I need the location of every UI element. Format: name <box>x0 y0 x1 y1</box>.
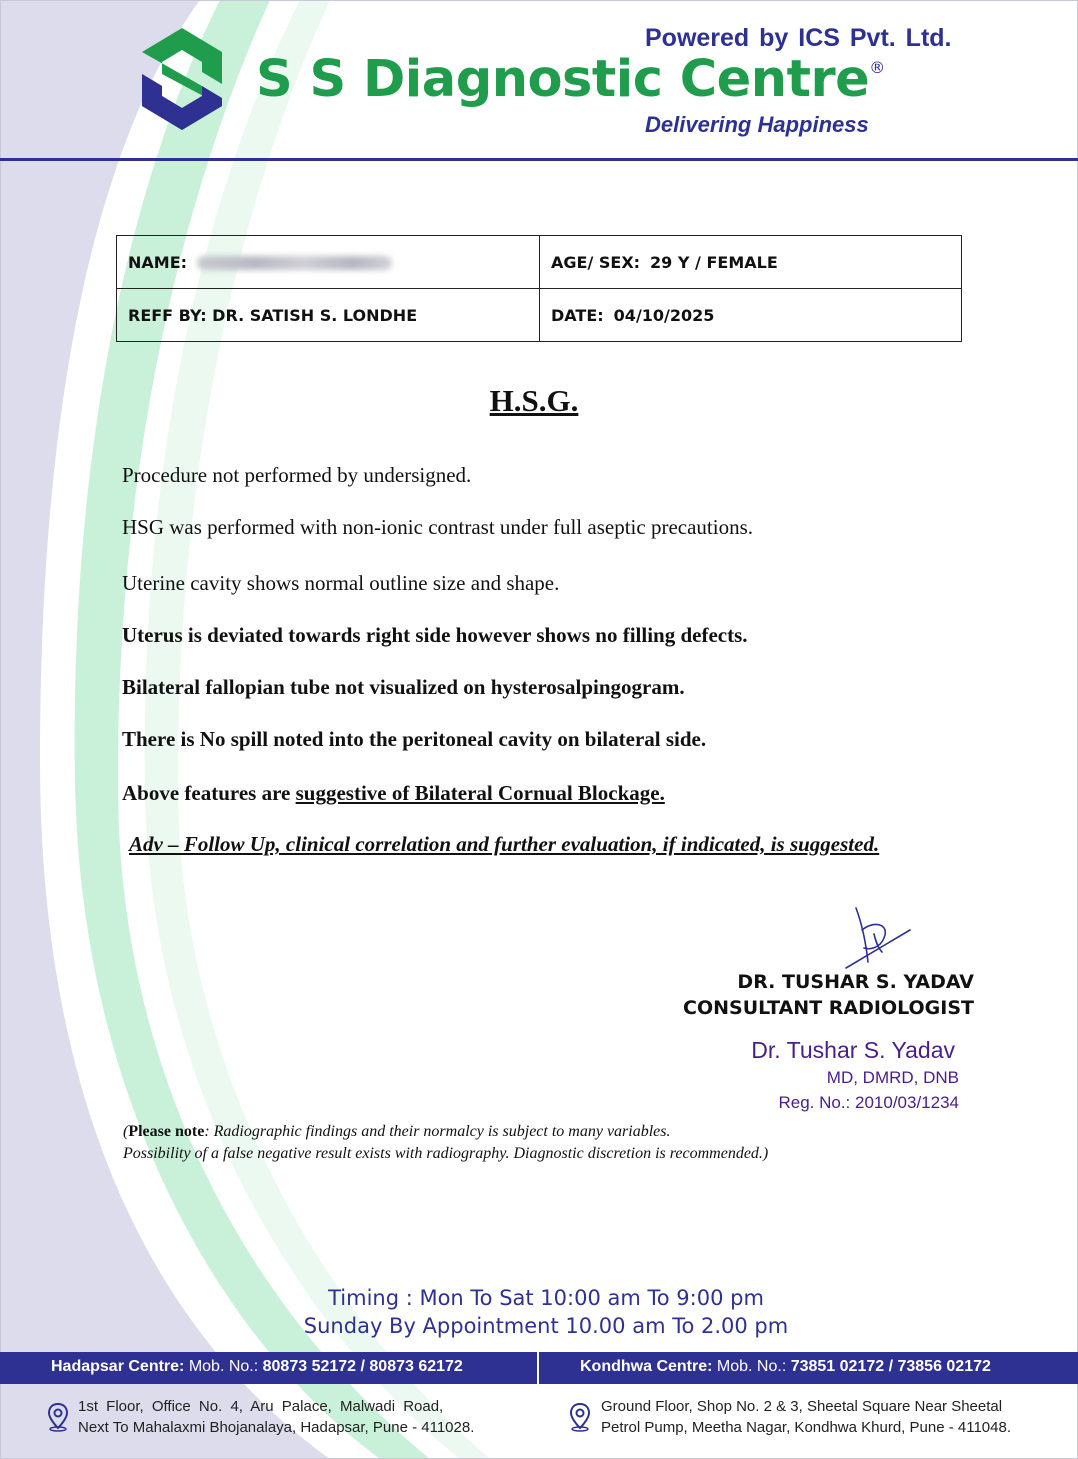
header-divider <box>0 158 1078 161</box>
stamp-registration: Reg. No.: 2010/03/1234 <box>778 1093 959 1112</box>
report-line: Uterus is deviated towards right side however shows no filling defects. <box>122 623 748 647</box>
advice-line: Adv – Follow Up, clinical correlation and further evaluation, if indicated, is suggested. <box>129 832 880 856</box>
ref-value: DR. SATISH S. LONDHE <box>212 305 418 325</box>
location-pin-icon <box>47 1402 69 1432</box>
hadapsar-contact <box>51 1358 463 1376</box>
centre-name <box>256 50 885 109</box>
table-row <box>117 236 962 289</box>
hadapsar-label: Hadapsar Centre: <box>51 1358 185 1375</box>
impression-prefix: Above features are <box>122 781 296 805</box>
name-label: NAME: <box>128 252 188 272</box>
stamp-doctor-name: Dr. Tushar S. Yadav <box>751 1037 955 1063</box>
patient-details-table <box>116 235 962 342</box>
report-line: There is No spill noted into the peritoneal cavity on bilateral side. <box>122 727 707 751</box>
note-text: Radiographic findings and their normalcy is subject to many variables. <box>209 1123 671 1140</box>
signature-mark <box>838 904 918 974</box>
note-label: Please note <box>128 1123 205 1140</box>
impression-conclusion: suggestive of Bilateral Cornual Blockage. <box>295 781 665 805</box>
disclaimer-line-1 <box>123 1123 670 1141</box>
hadapsar-phones: 80873 52172 / 80873 62172 <box>262 1358 463 1375</box>
disclaimer-line-2: Possibility of a false negative result exists with radiography. Diagnostic discretion is recommended.) <box>123 1145 769 1162</box>
s-hexagon-logo-icon <box>140 26 224 132</box>
age-sex-label: AGE/ SEX: <box>551 252 641 272</box>
location-pin-icon <box>569 1402 591 1432</box>
age-sex-cell <box>540 236 962 289</box>
hadapsar-address-line-1: 1st Floor, Office No. 4, Aru Palace, Malwadi Road, <box>78 1398 444 1415</box>
registered-mark: ® <box>869 58 885 77</box>
timing-weekdays: Timing : Mon To Sat 10:00 am To 9:00 pm <box>328 1286 764 1310</box>
ref-label: REFF BY: <box>128 305 207 325</box>
report-line: Bilateral fallopian tube not visualized on hysterosalpingogram. <box>122 675 685 699</box>
kondhwa-address-line-2: Petrol Pump, Meetha Nagar, Kondhwa Khurd, Pune - 411048. <box>601 1419 1011 1436</box>
tagline: Delivering Happiness <box>645 112 869 137</box>
doctor-designation: CONSULTANT RADIOLOGIST <box>683 997 974 1019</box>
date-label: DATE: <box>551 305 604 325</box>
hadapsar-address-line-2: Next To Mahalaxmi Bhojanalaya, Hadapsar, Pune - 411028. <box>78 1419 475 1436</box>
note-open-paren: ( <box>123 1123 129 1140</box>
hadapsar-address <box>78 1396 474 1438</box>
patient-name-cell <box>117 236 540 289</box>
table-row <box>117 289 962 342</box>
kondhwa-mob-label: Mob. No.: <box>712 1358 791 1375</box>
kondhwa-contact <box>580 1358 991 1376</box>
doctor-name: DR. TUSHAR S. YADAV <box>737 971 974 993</box>
centre-name-text: S S Diagnostic Centre <box>256 50 870 109</box>
report-line: HSG was performed with non-ionic contrast under full aseptic precautions. <box>122 515 753 539</box>
report-title: H.S.G. <box>489 383 579 418</box>
date-value: 04/10/2025 <box>613 305 715 325</box>
kondhwa-label: Kondhwa Centre: <box>580 1358 713 1375</box>
report-line: Uterine cavity shows normal outline size and shape. <box>122 571 560 595</box>
timing-sunday: Sunday By Appointment 10.00 am To 2.00 pm <box>303 1314 789 1338</box>
age-sex-value: 29 Y / FEMALE <box>650 252 778 272</box>
note-colon: : <box>204 1123 210 1140</box>
kondhwa-address <box>601 1396 1011 1438</box>
branch-divider <box>537 1352 539 1384</box>
kondhwa-address-line-1: Ground Floor, Shop No. 2 & 3, Sheetal Square Near Sheetal <box>601 1398 1003 1415</box>
referred-by-cell <box>117 289 540 342</box>
date-cell <box>540 289 962 342</box>
impression-line <box>122 781 665 806</box>
kondhwa-phones: 73851 02172 / 73856 02172 <box>790 1358 991 1375</box>
stamp-qualifications: MD, DMRD, DNB <box>826 1068 959 1087</box>
powered-by-text: Powered by ICS Pvt. Ltd. <box>645 24 952 52</box>
redacted-name <box>197 256 392 270</box>
hadapsar-mob-label: Mob. No.: <box>184 1358 263 1375</box>
report-line: Procedure not performed by undersigned. <box>122 463 472 487</box>
